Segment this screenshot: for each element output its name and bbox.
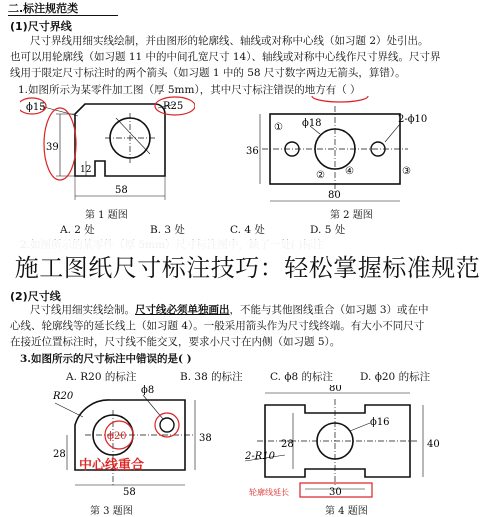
fig2-marker-1: ① (274, 122, 283, 133)
q1-option-c: C. 4 处 (230, 224, 265, 236)
q3-option-c: C. ϕ8 的标注 (270, 371, 334, 383)
fig2-dim-phi18: ϕ18 (302, 118, 322, 129)
fig2-marker-4: ④ (345, 166, 354, 177)
fig2-marker-3: ③ (402, 166, 411, 177)
fig4-dim-30: 30 (329, 487, 342, 498)
fig2-dim-2phi10: 2-ϕ10 (398, 114, 428, 125)
sec2-paragraph-line: 在接近位置标注时，尺寸线不能交叉，要求小尺寸在内侧（如习题 5）。 (10, 336, 341, 348)
sec2-p1-rest: ，不能与其他图线重合（如习题 3）或在中 (229, 304, 429, 316)
fig3-dim-38: 38 (199, 433, 212, 444)
figure-1-drawing (20, 96, 195, 216)
figure-4-drawing (245, 385, 450, 503)
sec1-paragraph-line: 也可以用轮廓线（如习题 11 中的中间孔宽尺寸 14）、轴线或对称中心线作尺寸界线。尺寸界 (10, 51, 441, 63)
figure-3-drawing (45, 385, 235, 503)
fig1-dim-39: 39 (46, 142, 59, 153)
figure-2-caption: 第 2 题图 (330, 210, 373, 221)
figure-3-caption: 第 3 题图 (90, 506, 133, 517)
fig1-dim-58: 58 (115, 185, 128, 196)
question-3: 3.如图所示的尺寸标注中错误的是( ) (20, 353, 192, 365)
fig3-dim-phi8: ϕ8 (141, 385, 155, 396)
sec2-p1-normal: 尺寸线用细实线绘制。 (30, 304, 135, 316)
fig4-note: 轮廓线延长 (249, 488, 289, 497)
fig2-dim-36: 36 (246, 146, 259, 157)
figure-4-caption: 第 4 题图 (325, 506, 368, 517)
fig2-marker-2: ② (316, 170, 325, 181)
q3-option-a: A. R20 的标注 (66, 371, 137, 383)
sec2-title: (2)尺寸线 (10, 290, 61, 303)
heading: 二.标注规范类 (8, 2, 79, 15)
title-banner: 施工图纸尺寸标注技巧：轻松掌握标准规范 (0, 240, 495, 290)
q1-option-d: D. 5 处 (310, 224, 346, 236)
fig2-dim-80: 80 (328, 190, 341, 201)
heading-underline (8, 15, 118, 16)
sec2-paragraph-line-1 (30, 303, 429, 318)
q1-option-a: A. 2 处 (60, 224, 95, 236)
q1-option-b: B. 3 处 (150, 224, 185, 236)
fig1-dim-phi15: ϕ15 (26, 102, 46, 113)
fig4-dim-40: 40 (427, 439, 440, 450)
fig3-dim-58: 58 (123, 487, 136, 498)
sec1-title: (1)尺寸界线 (10, 20, 72, 33)
fig1-dim-12: 12 (80, 165, 92, 175)
fig4-dim-phi16: ϕ16 (370, 417, 390, 428)
q3-option-d: D. ϕ20 的标注 (360, 371, 431, 383)
sec2-p1-emphasis: 尺寸线必须单独画出 (135, 304, 230, 316)
fig4-dim-80: 80 (329, 385, 342, 394)
question-1: 1.如图所示为某零件加工图（厚 5mm），其中尺寸标注错误的地方有（ ） (18, 84, 361, 96)
sec1-paragraph-line: 尺寸界线用细实线绘制，并由图形的轮廓线、轴线或对称中心线（如习题 2）处引出。 (30, 35, 429, 47)
fig3-note: 中心线重合 (79, 458, 145, 473)
fig1-dim-r25: R25 (163, 101, 184, 112)
q3-option-b: B. 38 的标注 (180, 371, 243, 383)
fig3-dim-phi20: ϕ20 (107, 431, 127, 442)
fig4-dim-28: 28 (281, 439, 294, 450)
figure-1-caption: 第 1 题图 (85, 210, 128, 221)
figure-2-drawing (240, 96, 440, 216)
fig4-dim-2r10: 2-R10 (245, 451, 275, 462)
sec2-paragraph-line: 心线、轮廓线等的延长线上（如习题 4）。一般采用箭头作为尺寸线终端。有大小不同尺寸 (10, 320, 425, 332)
fig3-dim-r20: R20 (53, 391, 74, 402)
fig3-dim-28: 28 (53, 449, 66, 460)
sec1-paragraph-line: 线用于限定尺寸标注时的两个箭头（如习题 1 中的 58 尺寸数字两边无箭头，算错）。 (10, 67, 406, 79)
